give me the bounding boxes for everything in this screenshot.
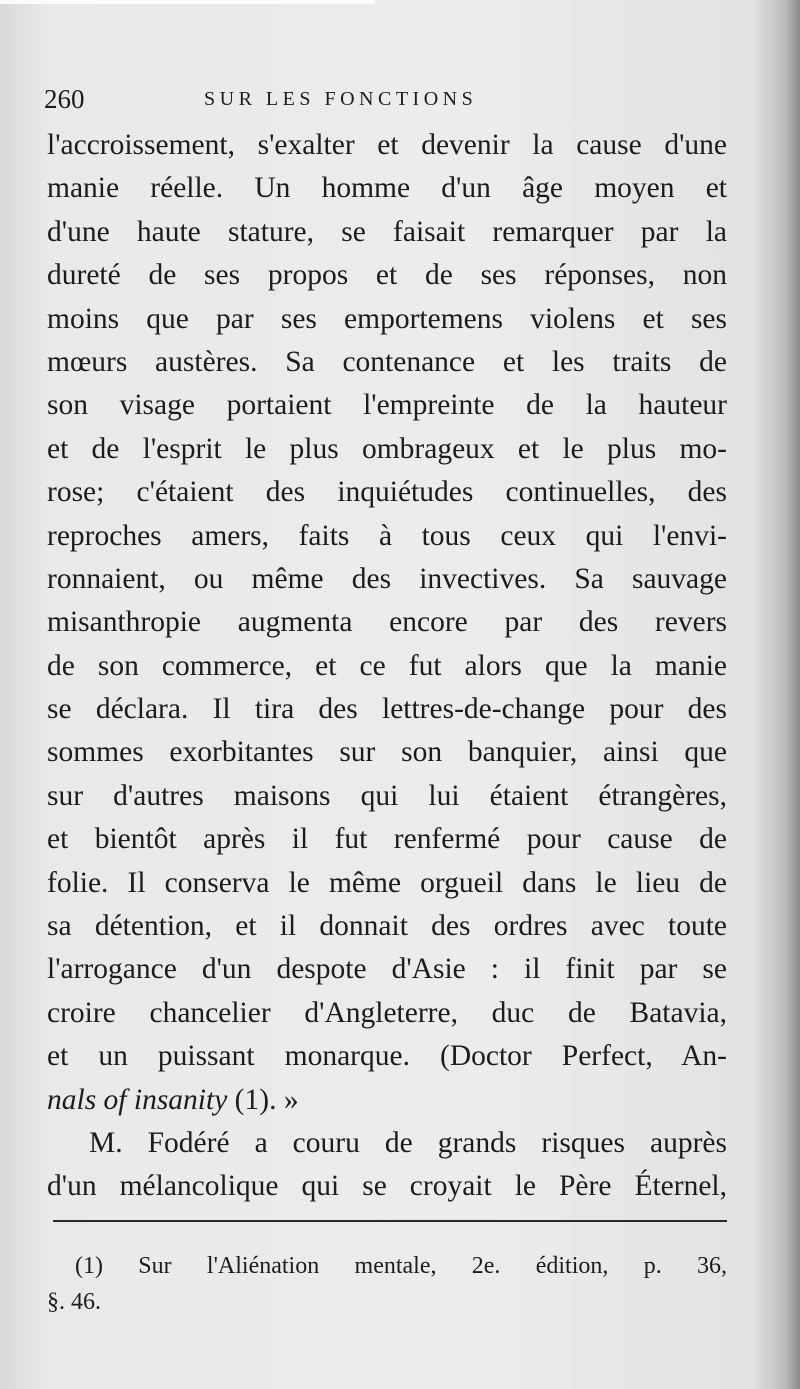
text-line: sa détention, et il donnait des ordres avec toute	[47, 910, 727, 943]
text-line: son visage portaient l'empreinte de la hauteur	[47, 389, 727, 422]
running-title: SUR LES FONCTIONS	[204, 88, 478, 110]
paragraph-line: d'un mélancolique qui se croyait le Père Éternel,	[47, 1170, 727, 1203]
text-line: l'arrogance d'un despote d'Asie : il finit par se	[47, 953, 727, 986]
text-line: folie. Il conserva le même orgueil dans le lieu de	[47, 866, 727, 899]
text-line: et bientôt après il fut renfermé pour cause de	[47, 823, 727, 856]
text-line: de son commerce, et ce fut alors que la manie	[47, 649, 727, 682]
text-line: et de l'esprit le plus ombrageux et le plus mo-	[47, 432, 727, 465]
text-line: sommes exorbitantes sur son banquier, ainsi que	[47, 736, 727, 769]
text-line: reproches amers, faits à tous ceux qui l'envi-	[47, 519, 727, 552]
page-number: 260	[44, 84, 85, 114]
text-line: se déclara. Il tira des lettres-de-change pour des	[47, 693, 727, 726]
footnote-divider	[53, 1220, 727, 1222]
footnote-line: §. 46.	[47, 1289, 101, 1315]
text-line: rose; c'étaient des inquiétudes continuelles, des	[47, 476, 727, 509]
text-line: mœurs austères. Sa contenance et les traits de	[47, 345, 727, 378]
text-line: ronnaient, ou même des invectives. Sa sauvage	[47, 562, 727, 595]
paragraph-line: M. Fodéré a couru de grands risques auprès	[89, 1126, 727, 1159]
text-line: d'une haute stature, se faisait remarquer par la	[47, 215, 727, 248]
text-line: et un puissant monarque. (Doctor Perfect, An-	[47, 1040, 727, 1073]
footnote	[47, 1248, 727, 1320]
text-line: sur d'autres maisons qui lui étaient étrangères,	[47, 779, 727, 812]
text-line: moins que par ses emportemens violens et ses	[47, 302, 727, 335]
text-line: l'accroissement, s'exalter et devenir la cause d'une	[47, 129, 727, 161]
citation-end-line	[47, 1079, 727, 1122]
citation-italic: nals of insanity	[47, 1083, 228, 1116]
footnote-line: (1) Sur l'Aliénation mentale, 2e. édition, p. 36,	[75, 1253, 727, 1279]
text-line: croire chancelier d'Angleterre, duc de Batavia,	[47, 996, 727, 1029]
scan-edge	[0, 0, 375, 4]
citation-rest: (1). »	[227, 1083, 299, 1116]
body-text	[47, 124, 727, 1209]
text-line: manie réelle. Un homme d'un âge moyen et	[47, 172, 727, 205]
text-line: dureté de ses propos et de ses réponses, non	[47, 259, 727, 292]
text-line: misanthropie augmenta encore par des revers	[47, 606, 727, 639]
running-header	[40, 84, 740, 120]
